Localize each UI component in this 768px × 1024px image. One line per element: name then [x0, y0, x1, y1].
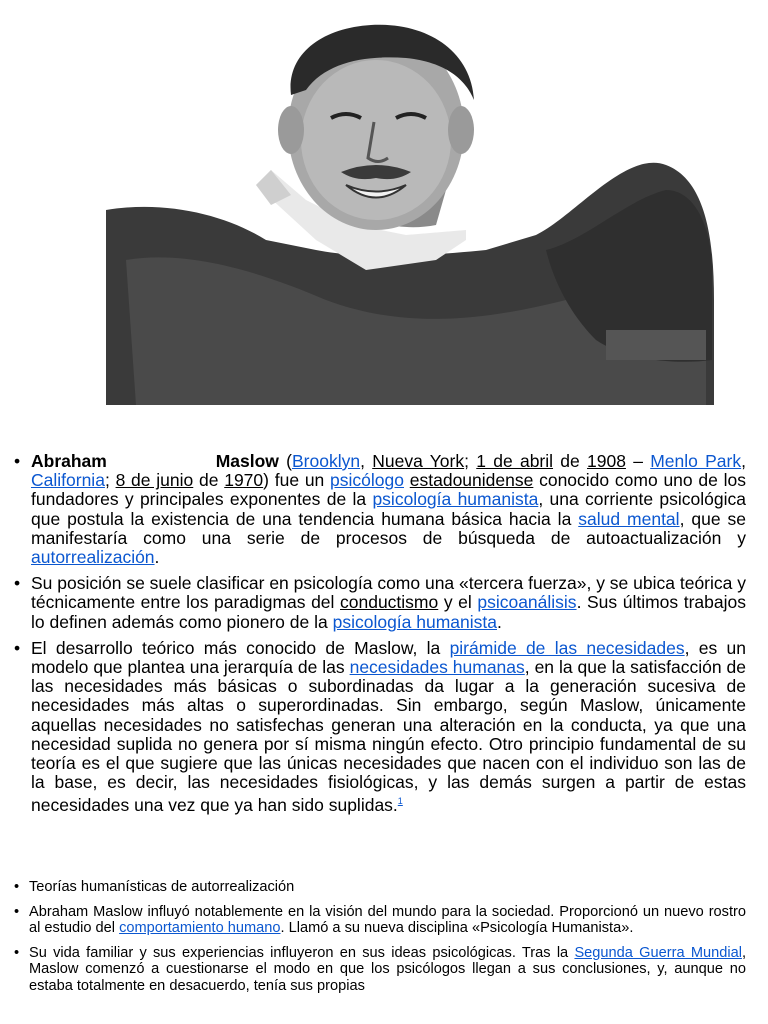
text: , en la que la satisfacción de las necesidades más básicas o subordinadas da lugar a la generación sucesiva de necesidades más altas o superordinadas. Sin embargo, según Maslow, únicamente aquellas necesidades no satisfechas generan una alteración en la conducta, ya que una necesidad suplida no genera por sí misma ningún efecto. Otro principio fundamental de su teoría es el que sugiere que las únicas necesidades que nacen con el individuo son las de la base, es decir, las necesidades fisiológicas, y las demás surgen a partir de estas necesidades una vez que ya han sido suplidas. [31, 657, 746, 816]
link-year-death[interactable]: 1970 [224, 470, 264, 491]
text: , [741, 451, 746, 471]
link-comportamiento-humano[interactable]: comportamiento humano [119, 920, 281, 936]
link-psicologia-humanista[interactable]: psicología humanista [372, 489, 539, 510]
link-salud-mental[interactable]: salud mental [578, 508, 680, 529]
link-conductismo[interactable]: conductismo [340, 592, 439, 613]
text: , una corriente psicológica que postula la existencia de una tendencia humana básica hacia la [31, 489, 746, 529]
list-item [14, 574, 746, 632]
list-item [14, 452, 746, 567]
link-psicoanalisis[interactable]: psicoanálisis [477, 592, 577, 613]
link-psicologia-humanista-2[interactable]: psicología humanista [332, 611, 497, 632]
text: Teorías humanísticas de autorrealización [29, 879, 295, 895]
secondary-bullets [14, 879, 746, 1002]
text: , es un modelo que plantea una jerarquía de las [31, 637, 746, 678]
text: , que se manifestaría como una serie de procesos de búsqueda de autoactualización y [31, 508, 746, 548]
link-psicologo[interactable]: psicólogo [330, 470, 404, 491]
text: . [497, 611, 502, 632]
link-necesidades-humanas[interactable]: necesidades humanas [349, 657, 525, 678]
list-item [14, 879, 746, 896]
text: . [154, 547, 160, 568]
text: y el [438, 592, 478, 613]
link-autorrealizacion[interactable]: autorrealización [31, 547, 155, 568]
link-segunda-guerra[interactable]: Segunda Guerra Mundial [574, 944, 742, 961]
link-menlo-park[interactable]: Menlo Park [650, 451, 742, 471]
link-year-birth[interactable]: 1908 [587, 451, 626, 471]
reference-link[interactable]: 1 [397, 796, 403, 807]
text: Abraham Maslow influyó notablemente en la visión del mundo para la sociedad. Proporcionó un nuevo rostro al estudio del [29, 903, 746, 936]
list-item [14, 904, 746, 937]
text: ; [104, 470, 116, 491]
list-item [14, 945, 746, 995]
text: – [625, 451, 651, 471]
text: , Maslow comenzó a cuestionarse el modo en que los psicólogos llegan a sus conclusiones, y, aunque no estaba totalmente en desacuerdo, tenía sus propias [29, 944, 747, 994]
text: , [360, 451, 373, 471]
text: de [193, 470, 225, 491]
name-last: Maslow [215, 451, 279, 471]
text: . Sus últimos trabajos lo definen además como pionero de la [31, 592, 746, 632]
link-brooklyn[interactable]: Brooklyn [292, 451, 361, 471]
text: ) fue un [263, 470, 331, 491]
name-first: Abraham [31, 451, 107, 471]
maslow-photo [106, 0, 714, 405]
main-bullets [14, 452, 746, 822]
list-item [14, 639, 746, 816]
text: ; [464, 451, 477, 471]
text: Su vida familiar y sus experiencias influyeron en sus ideas psicológicas. Tras la [29, 944, 575, 961]
link-date-birth[interactable]: 1 de abril [476, 451, 554, 471]
text: . Llamó a su nueva disciplina «Psicología Humanista». [280, 920, 634, 936]
text: ( [278, 451, 292, 471]
text: conocido como uno de los fundadores y principales exponentes de la [31, 470, 746, 510]
text: El desarrollo teórico más conocido de Maslow, la [31, 637, 450, 658]
text: de [553, 451, 588, 471]
link-date-death[interactable]: 8 de junio [115, 470, 194, 491]
text: Su posición se suele clasificar en psicología como una «tercera fuerza», y se ubica teórica y técnicamente entre los paradigmas del [31, 573, 746, 613]
link-california[interactable]: California [31, 470, 105, 491]
link-estadounidense[interactable]: estadounidense [409, 470, 534, 491]
link-nueva-york[interactable]: Nueva York [372, 451, 465, 471]
link-piramide[interactable]: pirámide de las necesidades [449, 637, 685, 658]
